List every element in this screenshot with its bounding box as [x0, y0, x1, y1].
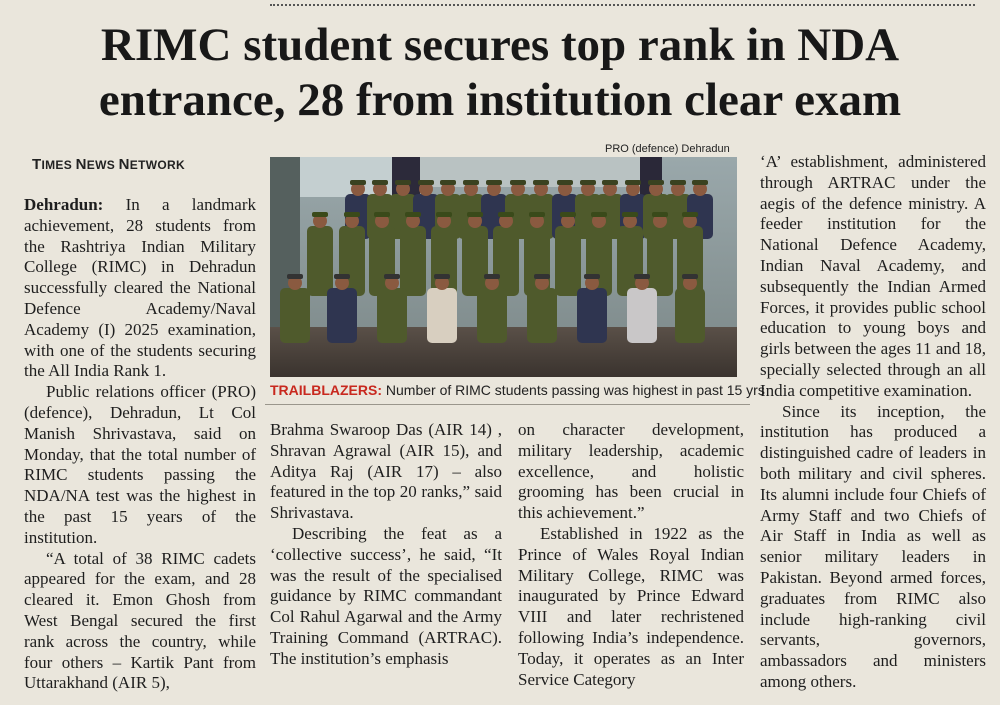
paragraph-9: Since its inception, the institution has produced a distinguished cadre of leaders in both military and civil spheres. Its alumni include four Chiefs of Army Staff and two Chiefs of Air Staff in India as well as senior military leaders in Pakistan. Beyond armed forces, graduates from RIMC also include high-ranking civil servants, governors, ambassadors and ministers among others. — [760, 401, 986, 691]
top-dotted-rule — [270, 4, 975, 6]
headline-line-2: entrance, 28 from institution clear exam — [98, 74, 902, 126]
paragraph-3: “A total of 38 RIMC cadets appeared for the exam, and 28 cleared it. Emon Ghosh from West Bengal secured the first rank across the country, while four others – Kartik Pant from Uttarakhand (AIR 5), — [24, 548, 256, 693]
byline — [32, 156, 185, 173]
headline — [0, 18, 1000, 128]
paragraph-7: Established in 1922 as the Prince of Wales Royal Indian Military College, RIMC was inaugurated by Prince Edward VIII and later rechristened following India’s independence. Today, it operates as an Inter Service Category — [518, 523, 744, 689]
dateline: Dehradun: — [24, 195, 104, 214]
caption-text: Number of RIMC students passing was highest in past 15 yrs — [385, 382, 765, 398]
article-column-3 — [518, 420, 744, 690]
paragraph-1 — [24, 195, 256, 382]
article-column-2 — [270, 420, 502, 670]
byline-initial-3: N — [118, 156, 130, 173]
caption-divider — [265, 404, 750, 405]
article-column-1 — [24, 195, 256, 694]
paragraph-5: Describing the feat as a ‘collective success’, he said, “It was the result of the specialised guidance by RIMC commandant Col Rahul Agarwal and the Army Training Command (ARTRAC). The institution’s emphasis — [270, 523, 502, 668]
paragraph-8: ‘A’ establishment, administered through ARTRAC under the aegis of the defence ministry. A feeder institution for the National Defence Academy, Indian Naval Academy, and subsequently the Indian Armed Forces, it provides public school education to young boys and girls between the ages 11 and 18, specially selected through an all India competitive examination. — [760, 152, 986, 400]
caption-tag: TRAILBLAZERS: — [270, 382, 382, 398]
byline-initial-1: T — [32, 156, 42, 173]
headline-line-1: RIMC student secures top rank in NDA — [100, 19, 900, 71]
paragraph-2: Public relations officer (PRO) (defence), Dehradun, Lt Col Manish Shrivastava, said on Monday, that the total number of RIMC students passing the NDA/NA test was the highest in the past 15 years of the institution. — [24, 382, 256, 547]
paragraph-4: Brahma Swaroop Das (AIR 14) , Shravan Agrawal (AIR 15), and Aditya Raj (AIR 17) – also featured in the top 20 ranks,” said Shrivastava. — [270, 420, 502, 523]
paragraph-1-text: In a landmark achievement, 28 students from the Rashtriya Indian Military College (RIMC) in Dehradun successfully cleared the National Defence Academy/Naval Academy (I) 2025 examination, with one of the students securing the All India Rank 1. — [24, 195, 257, 381]
byline-part-3: ETWORK — [129, 158, 185, 172]
photo-caption — [270, 381, 765, 399]
article-column-4 — [760, 152, 986, 693]
byline-part-1: IMES — [41, 158, 76, 172]
byline-initial-2: N — [75, 156, 87, 173]
paragraph-6: on character development, military leadership, academic excellence, and holistic grooming has been crucial in this achievement.” — [518, 420, 744, 523]
group-photo — [270, 157, 737, 377]
byline-part-2: EWS — [86, 158, 119, 172]
group-photo-illustration — [270, 157, 737, 377]
photo-credit: PRO (defence) Dehradun — [605, 143, 730, 155]
